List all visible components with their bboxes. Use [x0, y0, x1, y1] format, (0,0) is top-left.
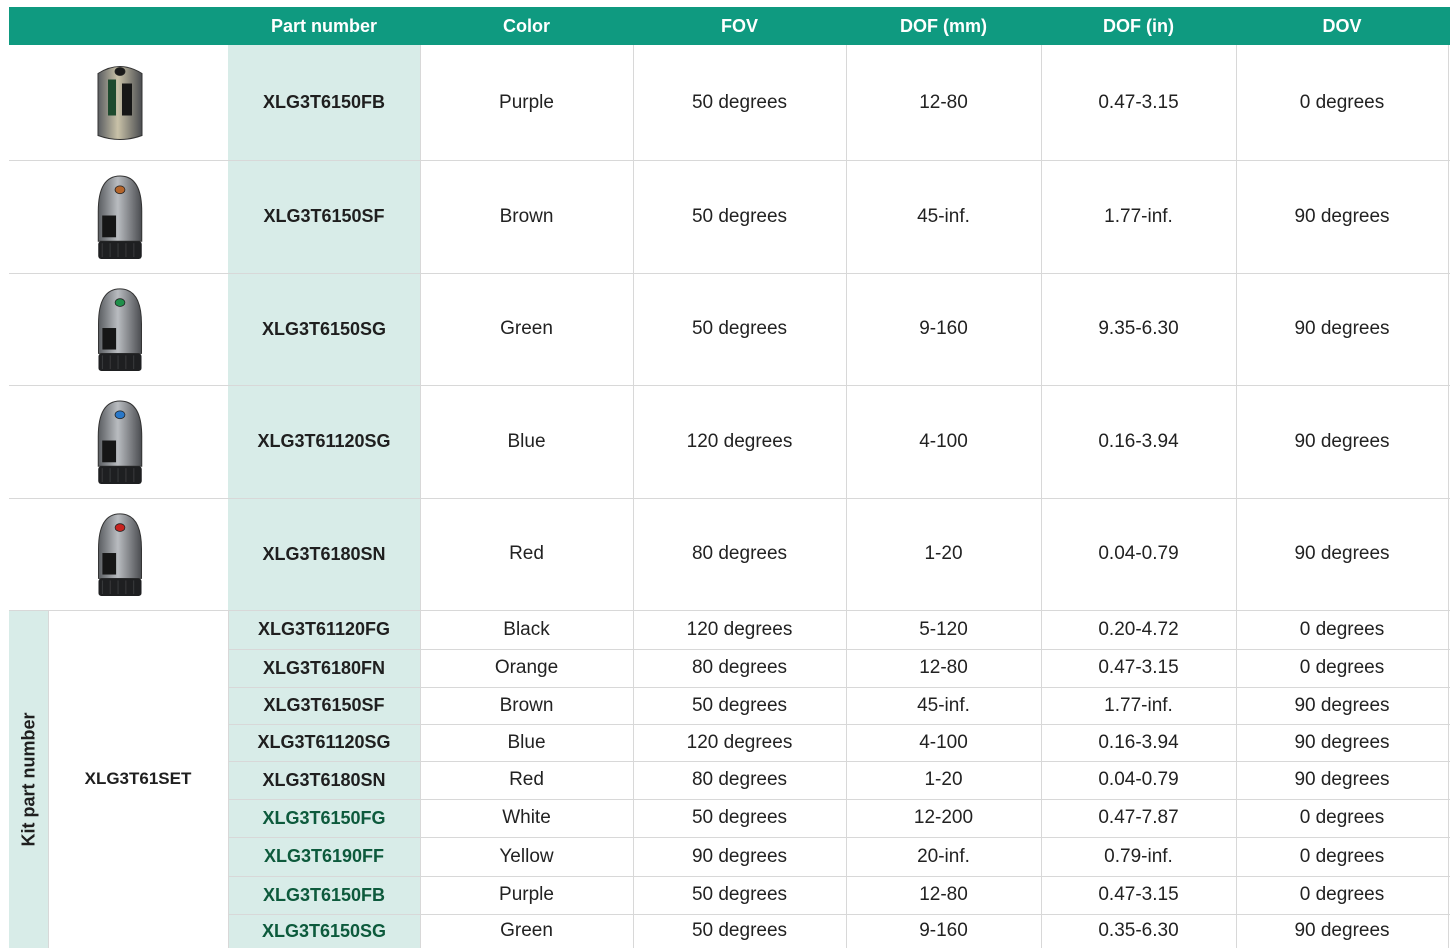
kit-dof-in-cell: 0.35-6.30 [1098, 920, 1179, 941]
kit-dof-mm-cell: 12-200 [913, 807, 974, 828]
kit-color-cell: Black [503, 618, 550, 640]
kit-dof-in-cell: 0.47-3.15 [1098, 657, 1179, 678]
kit-color-cell: Orange [494, 657, 559, 678]
kit-fov-cell: 90 degrees [691, 845, 788, 867]
kit-color-cell: Blue [507, 731, 546, 753]
kit-part-cell: XLG3T6150FB [262, 884, 386, 905]
kit-dov-cell: 90 degrees [1294, 920, 1390, 941]
kit-dof-in-cell: 0.20-4.72 [1098, 618, 1179, 640]
product-dov-cell: 90 degrees [1294, 205, 1390, 227]
kit-dof-mm-cell: 9-160 [919, 920, 968, 941]
product-dof-in-cell: 9.35-6.30 [1098, 318, 1179, 339]
kit-part-cell: XLG3T61120FG [257, 619, 391, 639]
tip-image-4 [88, 397, 152, 486]
kit-dof-mm-cell: 45-inf. [917, 694, 970, 716]
tip-image-1 [88, 57, 152, 148]
kit-dov-cell: 0 degrees [1299, 884, 1385, 905]
kit-dov-cell: 0 degrees [1299, 618, 1385, 640]
kit-dof-mm-cell: 1-20 [924, 769, 963, 790]
product-color-cell: Brown [499, 205, 554, 227]
kit-fov-cell: 50 degrees [691, 694, 788, 716]
product-color-cell: Red [509, 543, 544, 564]
product-dof-mm-cell: 45-inf. [917, 205, 970, 227]
kit-color-cell: Green [500, 920, 553, 941]
kit-dof-in-cell: 0.47-3.15 [1098, 884, 1179, 905]
kit-dof-in-cell: 1.77-inf. [1104, 694, 1173, 716]
kit-dov-cell: 0 degrees [1299, 845, 1385, 867]
kit-fov-cell: 120 degrees [686, 731, 793, 753]
product-fov-cell: 50 degrees [691, 318, 788, 339]
product-dof-in-cell: 0.04-0.79 [1098, 543, 1179, 564]
kit-part-cell: XLG3T6150FG [262, 807, 386, 828]
product-dof-mm-cell: 12-80 [919, 91, 968, 113]
kit-fov-cell: 50 degrees [691, 807, 788, 828]
product-dof-in-cell: 0.16-3.94 [1098, 430, 1179, 452]
kit-color-cell: White [502, 807, 551, 828]
product-dof-mm-cell: 4-100 [919, 430, 968, 452]
tip-image-3 [88, 285, 152, 373]
kit-part-cell: XLG3T6180SN [262, 769, 386, 790]
product-dov-cell: 90 degrees [1294, 430, 1390, 452]
product-fov-cell: 120 degrees [686, 430, 793, 452]
kit-fov-cell: 80 degrees [691, 657, 788, 678]
kit-color-cell: Purple [499, 884, 554, 905]
kit-fov-cell: 80 degrees [691, 769, 788, 790]
kit-color-cell: Red [509, 769, 544, 790]
product-part-cell: XLG3T6150FB [262, 92, 386, 112]
product-fov-cell: 50 degrees [691, 91, 788, 113]
product-dov-cell: 90 degrees [1294, 318, 1390, 339]
kit-dov-cell: 90 degrees [1294, 731, 1390, 753]
kit-part-number: XLG3T61SET [84, 769, 192, 788]
product-dov-cell: 0 degrees [1299, 91, 1385, 113]
kit-part-number-label-text: Kit part number [18, 711, 39, 847]
header-dof-in: DOF (in) [1103, 16, 1174, 36]
column-divider [48, 610, 49, 948]
product-dof-in-cell: 0.47-3.15 [1098, 91, 1179, 113]
header-part-number: Part number [270, 16, 378, 36]
kit-fov-cell: 50 degrees [691, 884, 788, 905]
product-color-cell: Blue [507, 430, 546, 452]
kit-fov-cell: 120 degrees [686, 618, 793, 640]
product-color-cell: Purple [499, 91, 554, 113]
product-dof-in-cell: 1.77-inf. [1104, 205, 1173, 227]
product-dov-cell: 90 degrees [1294, 543, 1390, 564]
tip-image-2 [88, 172, 152, 261]
kit-part-cell: XLG3T6180FN [262, 657, 386, 678]
kit-dof-mm-cell: 5-120 [919, 618, 968, 640]
product-part-cell: XLG3T6180SN [262, 543, 386, 564]
tip-image-5 [88, 510, 152, 598]
product-dof-mm-cell: 9-160 [919, 318, 968, 339]
kit-dof-in-cell: 0.04-0.79 [1098, 769, 1179, 790]
kit-dof-mm-cell: 20-inf. [917, 845, 970, 867]
kit-dov-cell: 0 degrees [1299, 657, 1385, 678]
kit-fov-cell: 50 degrees [691, 920, 788, 941]
kit-dov-cell: 90 degrees [1294, 769, 1390, 790]
kit-dof-mm-cell: 12-80 [919, 657, 968, 678]
product-part-cell: XLG3T6150SF [263, 206, 385, 226]
kit-color-cell: Yellow [499, 845, 554, 867]
kit-dof-in-cell: 0.79-inf. [1104, 845, 1173, 867]
product-fov-cell: 50 degrees [691, 205, 788, 227]
header-dov: DOV [1322, 16, 1362, 36]
kit-part-number-label [9, 610, 48, 948]
kit-dof-in-cell: 0.47-7.87 [1098, 807, 1179, 828]
kit-dof-mm-cell: 12-80 [919, 884, 968, 905]
kit-color-cell: Brown [499, 694, 554, 716]
kit-part-cell: XLG3T6150SG [261, 920, 387, 941]
kit-part-cell: XLG3T6190FF [263, 846, 385, 866]
product-part-cell: XLG3T6150SG [261, 318, 387, 339]
kit-part-cell: XLG3T61120SG [257, 732, 391, 752]
header-dof-mm: DOF (mm) [900, 16, 987, 36]
product-color-cell: Green [500, 318, 553, 339]
header-fov: FOV [720, 16, 758, 36]
product-part-cell: XLG3T61120SG [257, 431, 391, 451]
header-color: Color [503, 16, 550, 36]
kit-dof-mm-cell: 4-100 [919, 731, 968, 753]
kit-dof-in-cell: 0.16-3.94 [1098, 731, 1179, 753]
column-divider [1448, 45, 1449, 948]
kit-dov-cell: 90 degrees [1294, 694, 1390, 716]
product-dof-mm-cell: 1-20 [924, 543, 963, 564]
product-fov-cell: 80 degrees [691, 543, 788, 564]
kit-dov-cell: 0 degrees [1299, 807, 1385, 828]
kit-part-cell: XLG3T6150SF [263, 695, 385, 715]
